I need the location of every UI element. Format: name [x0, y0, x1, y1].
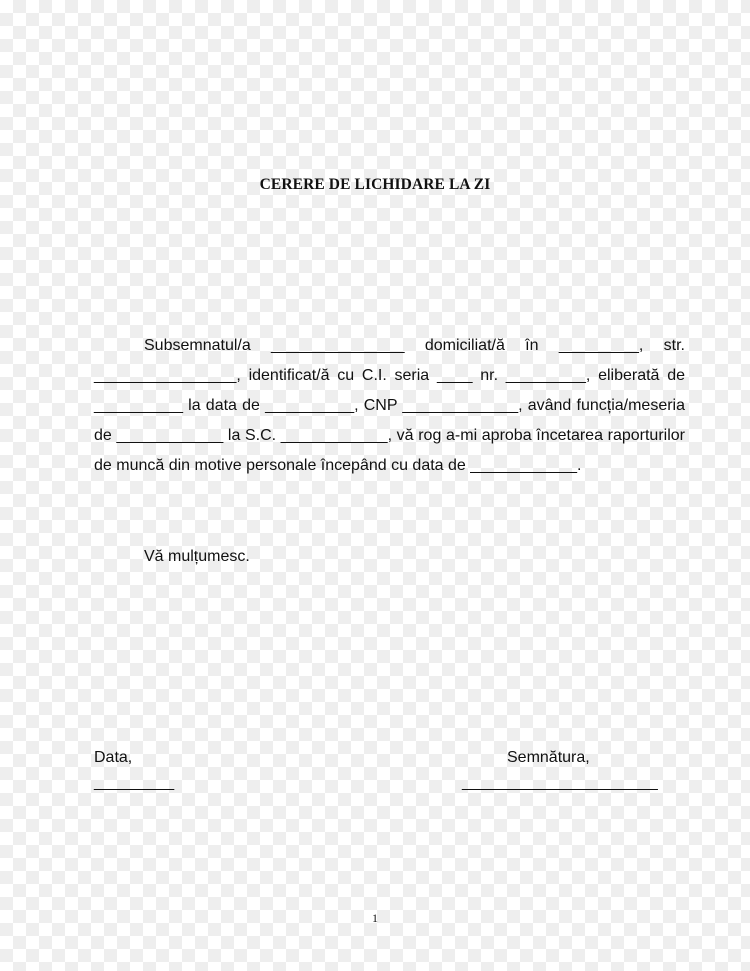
request-paragraph: Subsemnatul/a _______________ domiciliat/ă în _________, str. ________________, identificat/ă cu C.I. seria ____ nr. _________, eliberată de __________ la data de __________, CNP _____________, având funcția/meseria de ____________ la S.C. ____________, vă rog a-mi aproba încetarea raporturilor de muncă din motive personale începând cu data de ____________.	[94, 337, 685, 474]
page-number: 1	[372, 911, 378, 925]
date-blank-line: _________	[94, 774, 175, 791]
signature-blank-line: ______________________	[462, 774, 658, 791]
signature-label: Semnătura,	[507, 749, 590, 766]
document-title: CERERE DE LICHIDARE LA ZI	[259, 176, 491, 193]
thanks-line: Vă mulțumesc.	[144, 548, 250, 565]
date-label: Data,	[94, 749, 133, 766]
